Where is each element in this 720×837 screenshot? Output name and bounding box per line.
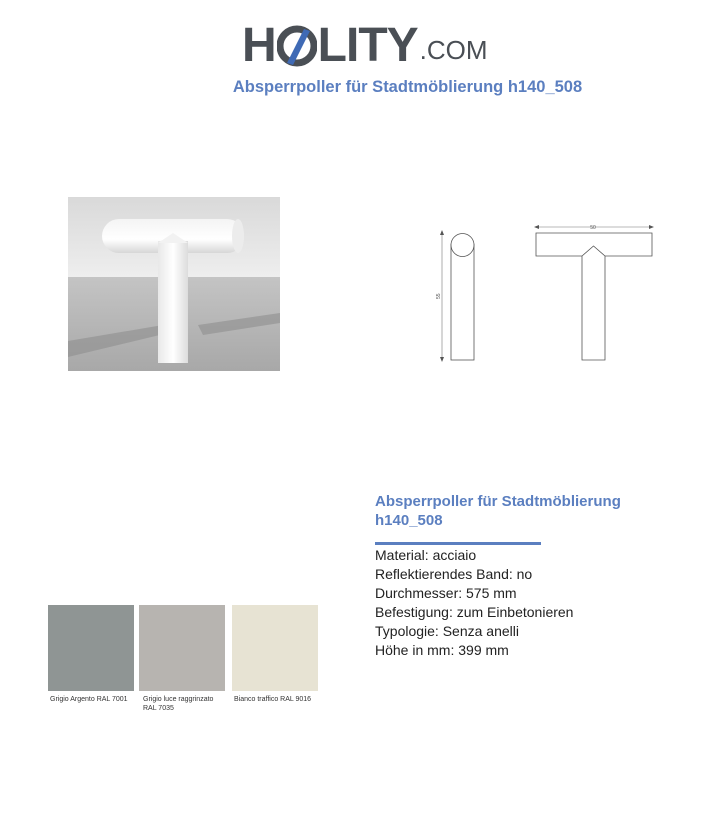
spec-fixing: Befestigung: zum Einbetonieren <box>375 604 574 620</box>
logo-com: .COM <box>419 35 488 65</box>
swatch-ral-7001[interactable] <box>48 605 134 691</box>
color-swatches <box>48 605 320 720</box>
spec-reflective-band: Reflektierendes Band: no <box>375 566 533 582</box>
logo-o-icon <box>277 25 317 67</box>
swatch-label: Grigio Argento RAL 7001 <box>50 696 128 703</box>
logo-letters-lity: LITY <box>317 19 418 72</box>
width-dimension-label: 50 <box>590 225 596 231</box>
swatch-label: Grigio luce raggrinzato RAL 7035 <box>143 696 214 712</box>
logo-o-mark <box>277 25 317 67</box>
holity-logo[interactable] <box>242 8 488 70</box>
product-photo <box>68 197 280 371</box>
page-title: Absperrpoller für Stadtmöblierung h140_508 <box>232 78 583 96</box>
spec-material: Material: acciaio <box>375 547 477 563</box>
logo-wordmark <box>242 19 418 72</box>
technical-drawing <box>430 222 660 367</box>
spec-height: Höhe in mm: 399 mm <box>375 642 509 658</box>
spec-typology: Typologie: Senza anelli <box>375 623 519 639</box>
spec-list <box>375 546 573 660</box>
swatch-ral-7035[interactable] <box>139 605 225 691</box>
logo-letter-h: H <box>242 19 276 72</box>
height-dimension-label: 55 <box>436 293 442 299</box>
product-title <box>375 492 675 530</box>
swatch-ral-9016[interactable] <box>232 605 318 691</box>
spec-diameter: Durchmesser: 575 mm <box>375 585 517 601</box>
swatch-label: Bianco traffico RAL 9016 <box>234 696 312 703</box>
title-divider <box>375 542 541 545</box>
product-title-line2: h140_508 <box>375 512 443 529</box>
product-title-line1: Absperrpoller für Stadtmöblierung <box>375 493 621 510</box>
